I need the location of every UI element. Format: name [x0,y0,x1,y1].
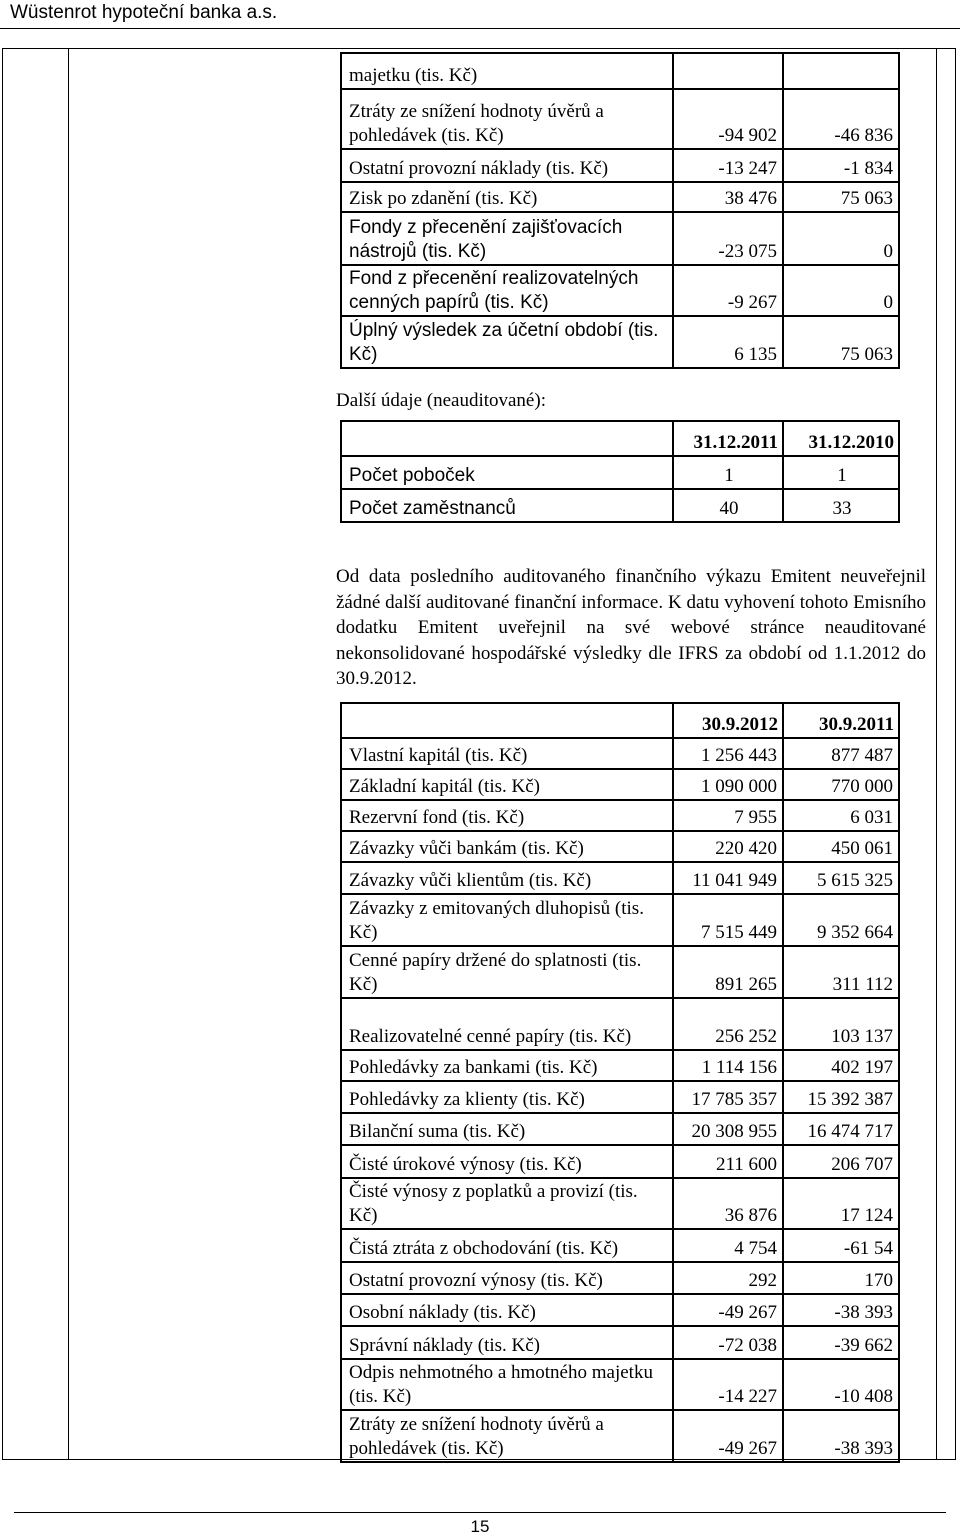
value-cell: -10 408 [783,1359,899,1410]
footer-rule [14,1512,946,1513]
table-row [341,862,899,894]
row-label: Fondy z přecenění zajišťovacích nástrojů (tis. Kč) [341,212,673,265]
table-row [341,456,899,489]
section-heading: Další údaje (neauditované): [336,390,546,411]
table-row [341,1410,899,1462]
value-cell: 6 135 [673,316,783,368]
row-label: Ztráty ze snížení hodnoty úvěrů a pohledávek (tis. Kč) [341,89,673,149]
value-cell: 1 114 156 [673,1050,783,1081]
table-row [341,831,899,862]
value-cell: 36 876 [673,1178,783,1229]
table-row [341,1178,899,1229]
value-cell: -49 267 [673,1294,783,1326]
value-cell: 17 785 357 [673,1081,783,1113]
row-label: Zisk po zdanění (tis. Kč) [341,182,673,212]
table-row [341,212,899,265]
value-cell: -14 227 [673,1359,783,1410]
row-label: Ztráty ze snížení hodnoty úvěrů a pohledávek (tis. Kč) [341,1410,673,1462]
frame-column-divider [68,48,69,1460]
frame-column-divider [936,48,937,1460]
value-cell: 0 [783,265,899,316]
value-cell: -38 393 [783,1294,899,1326]
row-label: Odpis nehmotného a hmotného majetku (tis. Kč) [341,1359,673,1410]
value-cell: 7 955 [673,800,783,831]
value-cell [673,53,783,89]
table-row [341,998,899,1050]
table-row [341,1113,899,1145]
value-cell: 75 063 [783,182,899,212]
value-cell: 7 515 449 [673,894,783,946]
table-row [341,1145,899,1178]
row-label: Správní náklady (tis. Kč) [341,1326,673,1359]
value-cell: 220 420 [673,831,783,862]
value-cell: 877 487 [783,738,899,769]
table-row [341,265,899,316]
value-cell: 170 [783,1262,899,1294]
value-cell: -1 834 [783,149,899,182]
row-label: Počet zaměstnanců [341,489,673,522]
table-row [341,1326,899,1359]
row-label: Osobní náklady (tis. Kč) [341,1294,673,1326]
value-cell: -49 267 [673,1410,783,1462]
header-blank-cell [341,703,673,738]
table-row [341,149,899,182]
row-label: Čisté úrokové výnosy (tis. Kč) [341,1145,673,1178]
value-cell: 75 063 [783,316,899,368]
value-cell: 11 041 949 [673,862,783,894]
table-row [341,53,899,89]
value-cell: -94 902 [673,89,783,149]
document-header-title: Wüstenrot hypoteční banka a.s. [10,2,278,23]
table-row [341,89,899,149]
column-header: 31.12.2010 [783,421,899,456]
table-header-row [341,421,899,456]
value-cell: 450 061 [783,831,899,862]
value-cell: 20 308 955 [673,1113,783,1145]
value-cell: -39 662 [783,1326,899,1359]
value-cell: -38 393 [783,1410,899,1462]
table-row [341,1294,899,1326]
page-number: 15 [470,1517,490,1536]
value-cell: 9 352 664 [783,894,899,946]
row-label: Základní kapitál (tis. Kč) [341,769,673,800]
table-header-row [341,703,899,738]
value-cell: 5 615 325 [783,862,899,894]
value-cell: -72 038 [673,1326,783,1359]
value-cell: 16 474 717 [783,1113,899,1145]
value-cell: 4 754 [673,1229,783,1262]
row-label: Čisté výnosy z poplatků a provizí (tis. Kč) [341,1178,673,1229]
row-label: Počet poboček [341,456,673,489]
header-blank-cell [341,421,673,456]
row-label: Čistá ztráta z obchodování (tis. Kč) [341,1229,673,1262]
table-row [341,1050,899,1081]
table-row [341,738,899,769]
value-cell: 206 707 [783,1145,899,1178]
value-cell: 1 256 443 [673,738,783,769]
row-label: Ostatní provozní náklady (tis. Kč) [341,149,673,182]
table-row [341,769,899,800]
table-row [341,894,899,946]
table-row [341,946,899,998]
value-cell: 38 476 [673,182,783,212]
header-rule [0,28,960,29]
row-label: Cenné papíry držené do splatnosti (tis. Kč) [341,946,673,998]
value-cell: 891 265 [673,946,783,998]
row-label: Závazky vůči bankám (tis. Kč) [341,831,673,862]
income-statement-table [340,52,900,369]
value-cell: 103 137 [783,998,899,1050]
unaudited-results-body [341,703,899,1462]
row-label: Závazky z emitovaných dluhopisů (tis. Kč) [341,894,673,946]
value-cell: 402 197 [783,1050,899,1081]
table-row [341,1081,899,1113]
row-label: Bilanční suma (tis. Kč) [341,1113,673,1145]
value-cell: -23 075 [673,212,783,265]
value-cell: 1 090 000 [673,769,783,800]
column-header: 30.9.2011 [783,703,899,738]
value-cell: -13 247 [673,149,783,182]
table-row [341,316,899,368]
value-cell: 1 [783,456,899,489]
value-cell [783,53,899,89]
table-row [341,489,899,522]
row-label: majetku (tis. Kč) [341,53,673,89]
table-row [341,1229,899,1262]
row-label: Pohledávky za klienty (tis. Kč) [341,1081,673,1113]
value-cell: -9 267 [673,265,783,316]
row-label: Realizovatelné cenné papíry (tis. Kč) [341,998,673,1050]
value-cell: 33 [783,489,899,522]
row-label: Úplný výsledek za účetní období (tis. Kč) [341,316,673,368]
value-cell: 770 000 [783,769,899,800]
row-label: Fond z přecenění realizovatelných cenných papírů (tis. Kč) [341,265,673,316]
table-row [341,800,899,831]
value-cell: -61 54 [783,1229,899,1262]
column-header: 31.12.2011 [673,421,783,456]
staff-table [340,420,900,523]
row-label: Vlastní kapitál (tis. Kč) [341,738,673,769]
value-cell: 211 600 [673,1145,783,1178]
value-cell: 6 031 [783,800,899,831]
staff-table-body [341,421,899,522]
value-cell: 15 392 387 [783,1081,899,1113]
row-label: Pohledávky za bankami (tis. Kč) [341,1050,673,1081]
value-cell: 311 112 [783,946,899,998]
row-label: Ostatní provozní výnosy (tis. Kč) [341,1262,673,1294]
unaudited-results-table [340,702,900,1463]
value-cell: 0 [783,212,899,265]
table-row [341,182,899,212]
value-cell: 1 [673,456,783,489]
value-cell: 292 [673,1262,783,1294]
income-statement-body [341,53,899,368]
value-cell: -46 836 [783,89,899,149]
value-cell: 40 [673,489,783,522]
value-cell: 256 252 [673,998,783,1050]
table-row [341,1359,899,1410]
disclosure-paragraph: Od data posledního auditovaného finančního výkazu Emitent neuveřejnil žádné další auditované finanční informace. K datu vyhovení tohoto Emisního dodatku Emitent uveřejnil na své webové stránce neauditované nekonsolidované hospodářské výsledky dle IFRS za období od 1.1.2012 do 30.9.2012. [336,566,926,689]
table-row [341,1262,899,1294]
column-header: 30.9.2012 [673,703,783,738]
row-label: Rezervní fond (tis. Kč) [341,800,673,831]
row-label: Závazky vůči klientům (tis. Kč) [341,862,673,894]
value-cell: 17 124 [783,1178,899,1229]
